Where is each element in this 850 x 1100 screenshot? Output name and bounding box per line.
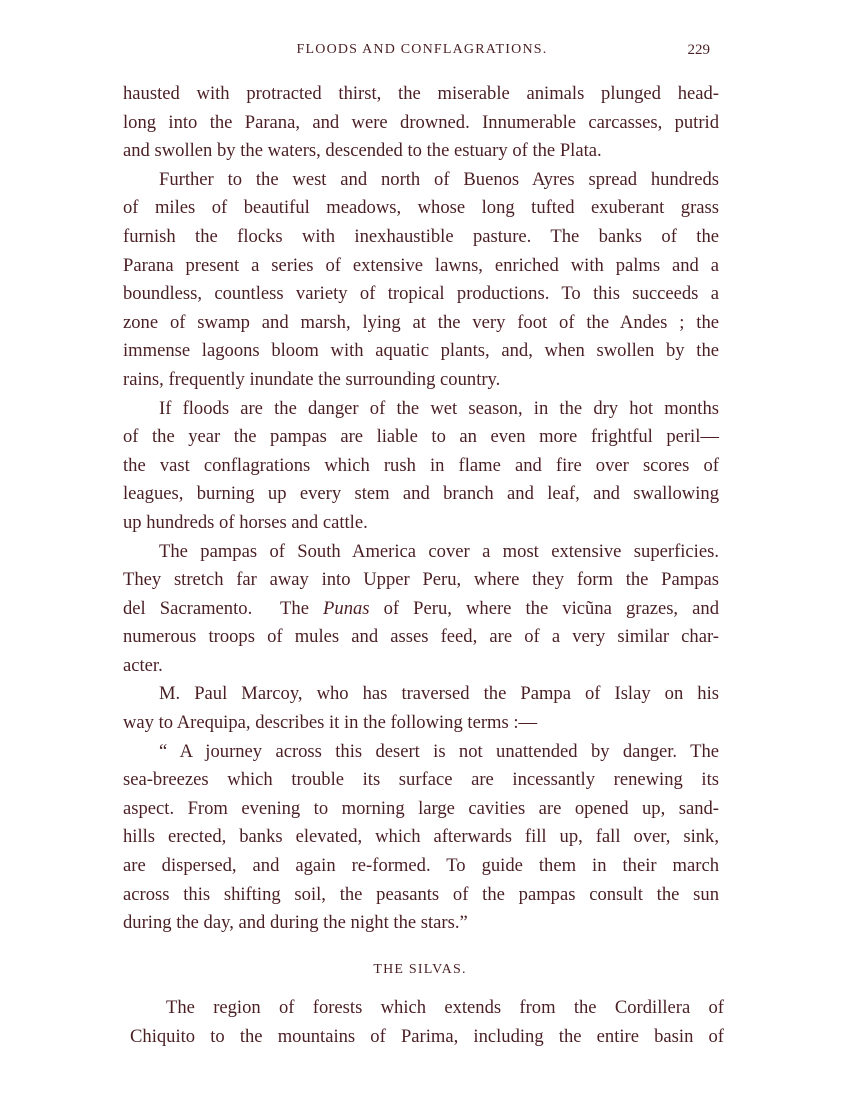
- section-heading: THE SILVAS.: [373, 962, 467, 977]
- text-line: are dispersed, and again re-formed. To guide them in their march: [123, 855, 719, 877]
- body-text: [123, 80, 719, 938]
- text-line: The pampas of South America cover a most extensive superficies.: [159, 540, 719, 562]
- running-title: FLOODS AND CONFLAGRATIONS.: [296, 42, 548, 57]
- text-line: aspect. From evening to morning large cavities are opened up, sand-: [123, 797, 719, 819]
- text-line: Parana present a series of extensive lawns, enriched with palms and a: [123, 254, 719, 276]
- italic-word: Punas: [323, 597, 370, 619]
- text-line: The region of forests which extends from the Cordillera of: [166, 997, 724, 1018]
- text-line: acter.: [123, 654, 163, 676]
- text-line: numerous troops of mules and asses feed, are of a very similar char-: [123, 626, 719, 648]
- text-line: hausted with protracted thirst, the miserable animals plunged head-: [123, 83, 719, 104]
- running-head: [122, 42, 722, 66]
- text-line: furnish the flocks with inexhaustible pasture. The banks of the: [123, 225, 719, 247]
- text-span: of Peru, where the vicũna grazes, and: [369, 597, 720, 619]
- page-number: 229: [687, 42, 710, 58]
- text-line: Chiquito to the mountains of Parima, including the entire basin of: [130, 1025, 724, 1047]
- text-line: hills erected, banks elevated, which afterwards fill up, fall over, sink,: [123, 826, 719, 848]
- text-line: the vast conflagrations which rush in flame and fire over scores of: [123, 454, 719, 476]
- text-line: If floods are the danger of the wet season, in the dry hot months: [159, 397, 719, 419]
- text-line: and swollen by the waters, descended to the estuary of the Plata.: [123, 140, 602, 162]
- text-line: of the year the pampas are liable to an even more frightful peril—: [123, 426, 719, 448]
- text-line: Further to the west and north of Buenos Ayres spread hundreds: [159, 168, 719, 190]
- text-line: of miles of beautiful meadows, whose long tufted exuberant grass: [123, 197, 719, 219]
- text-line: zone of swamp and marsh, lying at the very foot of the Andes ; the: [123, 311, 719, 333]
- text-line: sea-breezes which trouble its surface are incessantly renewing its: [123, 769, 719, 791]
- text-line: rains, frequently inundate the surrounding country.: [123, 368, 501, 390]
- text-line: They stretch far away into Upper Peru, where they form the Pampas: [123, 569, 719, 591]
- text-line: way to Arequipa, describes it in the following terms :—: [123, 712, 538, 734]
- text-line-with-italic: [123, 595, 719, 624]
- text-line: immense lagoons bloom with aquatic plants, and, when swollen by the: [123, 340, 719, 362]
- text-line: long into the Parana, and were drowned. Innumerable carcasses, putrid: [123, 111, 719, 133]
- text-line: M. Paul Marcoy, who has traversed the Pampa of Islay on his: [159, 683, 719, 705]
- section-body-text: [130, 994, 724, 1051]
- text-line: leagues, burning up every stem and branch and leaf, and swallowing: [123, 483, 719, 505]
- text-line: during the day, and during the night the stars.”: [123, 912, 468, 934]
- text-line: across this shifting soil, the peasants of the pampas consult the sun: [123, 883, 719, 905]
- text-span: del Sacramento. The: [123, 597, 324, 619]
- text-line: up hundreds of horses and cattle.: [123, 511, 368, 533]
- text-line: “ A journey across this desert is not unattended by danger. The: [159, 740, 719, 762]
- text-line: boundless, countless variety of tropical productions. To this succeeds a: [123, 283, 719, 305]
